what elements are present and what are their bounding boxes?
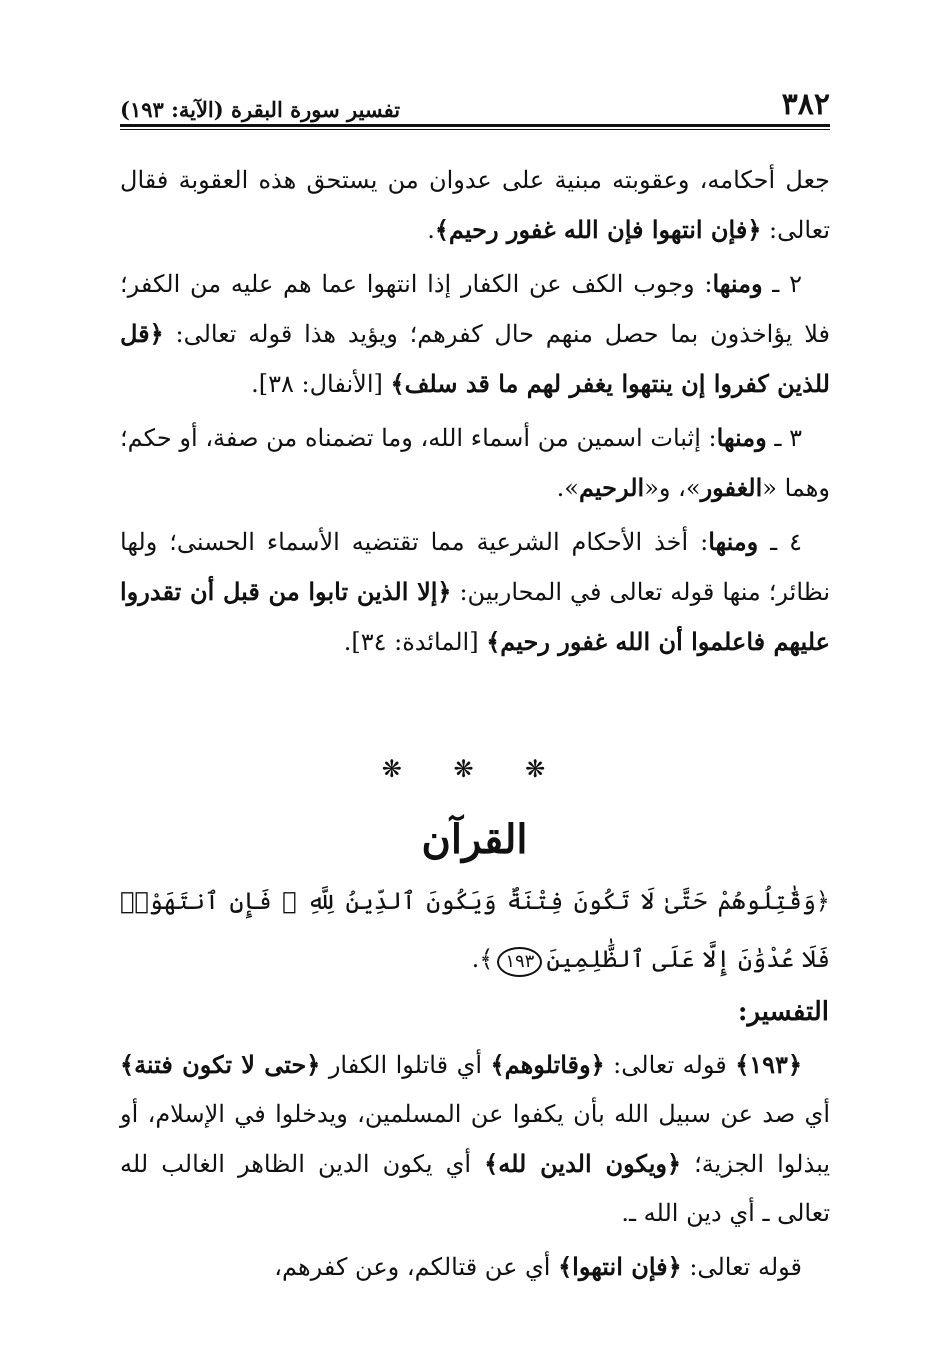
- quran-quote: ﴿فإن انتهوا فإن الله غفور رحيم﴾: [434, 215, 762, 244]
- paragraph-text: : إثبات اسمين من أسماء الله، وما تضمناه من صفة، أو حكم؛ وهما «: [120, 424, 830, 502]
- tafsir-section: [120, 1040, 830, 1296]
- section-title: القرآن: [421, 816, 528, 863]
- verse-reference: [المائدة: ٣٤].: [343, 628, 487, 656]
- quran-quote: ﴿قل للذين كفروا إن ينتهوا يغفر لهم ما قد سلف﴾: [120, 319, 830, 398]
- tafsir-paragraph-1: [120, 1040, 830, 1238]
- paragraph-4: [120, 517, 830, 667]
- verse-reference: [الأنفال: ٣٨].: [251, 370, 391, 398]
- tafsir-paragraph-2: [120, 1242, 830, 1292]
- paragraph-text: : أخذ الأحكام الشرعية مما تقتضيه الأسماء الحسنى؛ ولها نظائر؛ منها قوله تعالى في المحاربين:: [120, 528, 830, 606]
- item-keyword: ومنها: [716, 423, 767, 452]
- quran-quote: ﴿ويكون الدين لله﴾: [484, 1149, 682, 1178]
- tafsir-heading: التفسير:: [737, 997, 829, 1027]
- page-header: [120, 80, 830, 120]
- paragraph-2: [120, 259, 830, 409]
- quran-verse: [120, 872, 830, 988]
- paragraph-text: أي عن قتالكم، وعن كفرهم،: [274, 1253, 559, 1281]
- verse-number-marker: ١٩٣: [497, 947, 542, 977]
- quran-quote: ﴿حتى لا تكون فتنة﴾: [120, 1050, 321, 1079]
- paragraph-text: أي صد عن سبيل الله بأن يكفوا عن المسلمين، ويدخلوا في الإسلام، أو يبذلوا الجزية؛: [120, 1100, 831, 1178]
- section-separator: ❋ ❋ ❋: [381, 755, 568, 783]
- paragraph-text: »، و«: [644, 474, 701, 502]
- item-keyword: ومنها: [712, 269, 763, 298]
- item-number: ٤ ـ: [758, 528, 802, 556]
- paragraph-text: قوله تعالى:: [681, 1253, 802, 1281]
- paragraph-text: قوله تعالى:: [604, 1051, 736, 1079]
- paragraph-text: : وجوب الكف عن الكفار إذا انتهوا عما هم عليه من الكفر؛ فلا يؤاخذون بما حصل منهم حال كفرهم؛ ويؤيد هذا قوله تعالى:: [120, 270, 830, 348]
- paragraph-text: أي يكون الدين الظاهر الغالب لله تعالى ـ أي دين الله ـ.: [120, 1150, 830, 1227]
- quran-quote: ﴿فإن انتهوا﴾: [558, 1252, 682, 1281]
- item-number: ٢ ـ: [762, 270, 802, 298]
- page-number: ٣٨٢: [781, 87, 830, 122]
- divine-name: الغفور: [700, 473, 763, 502]
- divine-name: الرحيم: [578, 473, 645, 502]
- verse-number: ﴿١٩٣﴾: [735, 1050, 802, 1079]
- paragraph-3: [120, 413, 830, 513]
- quran-quote: ﴿وقاتلوهم﴾: [490, 1050, 605, 1079]
- paragraph-end: .: [427, 216, 435, 244]
- verse-close: ﴾.: [471, 945, 494, 973]
- running-title: تفسير سورة البقرة (الآية: ١٩٣): [120, 97, 401, 122]
- verse-text: ﴿وَقَٰتِلُوهُمْ حَتَّىٰ لَا تَكُونَ فِتْنَةٌ وَيَكُونَ ٱلدِّينُ لِلَّهِ ۖ فَإِنِ ٱنتَهَوْا۟ فَلَا عُدْوَٰنَ إِلَّا عَلَى ٱلظَّٰلِمِينَ: [120, 887, 830, 973]
- benefits-section: [120, 155, 830, 671]
- paragraph-end: ».: [556, 474, 579, 502]
- item-number: ٣ ـ: [766, 424, 802, 452]
- header-rule: [120, 124, 830, 130]
- quran-quote: ﴿إلا الذين تابوا من قبل أن تقدروا عليهم فاعلموا أن الله غفور رحيم﴾: [120, 577, 830, 656]
- item-keyword: ومنها: [708, 527, 759, 556]
- paragraph-1: [120, 155, 830, 255]
- paragraph-text: جعل أحكامه، وعقوبته مبنية على عدوان من يستحق هذه العقوبة فقال تعالى:: [120, 166, 830, 244]
- paragraph-text: أي قاتلوا الكفار: [320, 1051, 491, 1079]
